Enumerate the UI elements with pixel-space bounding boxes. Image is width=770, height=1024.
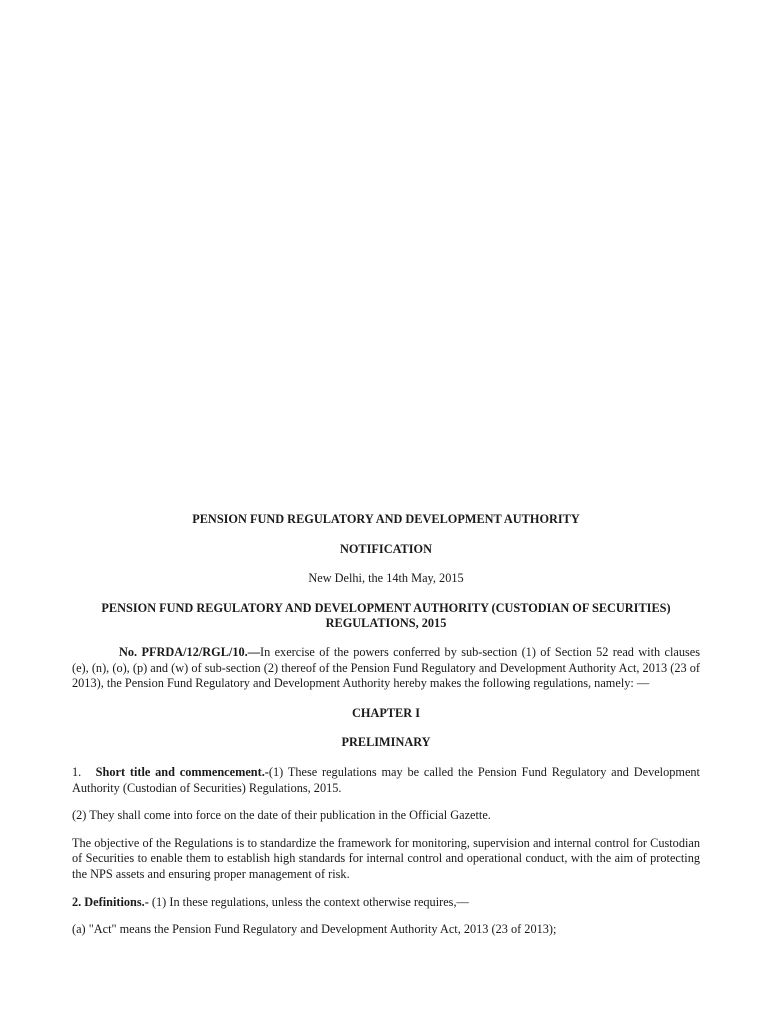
preamble-text: In exercise of the powers conferred by sub-section (1) of Section 52 read with clauses (e), (n), (o), (p) and (w) of sub-section (2) thereof of the Pension Fund Regulatory and Development Authority Act, 2013 (23 of 2013), the Pension Fund Regulatory and Development Authority hereby makes the following regulations, namely: — bbox=[72, 644, 701, 691]
section-2-paragraph bbox=[72, 895, 700, 911]
notification-number: No. PFRDA/12/RGL/10.— bbox=[119, 644, 260, 659]
authority-title: PENSION FUND REGULATORY AND DEVELOPMENT AUTHORITY bbox=[192, 512, 580, 526]
preamble-paragraph bbox=[72, 645, 700, 692]
section-1-paragraph bbox=[72, 765, 700, 796]
section-1-heading: Short title and commencement.- bbox=[95, 764, 269, 779]
section-1-subsection-2: (2) They shall come into force on the date of their publication in the Official Gazette. bbox=[72, 808, 491, 823]
section-2-text: (1) In these regulations, unless the context otherwise requires,— bbox=[148, 894, 469, 909]
regulation-title: PENSION FUND REGULATORY AND DEVELOPMENT AUTHORITY (CUSTODIAN OF SECURITIES) REGULATIONS, 2015 bbox=[101, 600, 671, 631]
place-date: New Delhi, the 14th May, 2015 bbox=[308, 571, 464, 586]
chapter-title: PRELIMINARY bbox=[341, 735, 431, 750]
section-1-text: (1) These regulations may be called the Pension Fund Regulatory and Development Authority (Custodian of Securities) Regulations, 2015. bbox=[72, 764, 700, 795]
notification-heading: NOTIFICATION bbox=[339, 541, 432, 556]
section-1-number: 1. bbox=[72, 764, 82, 779]
chapter-number: CHAPTER I bbox=[352, 705, 420, 720]
document-body bbox=[72, 512, 700, 938]
section-2-heading: 2. Definitions.- bbox=[72, 894, 149, 909]
definition-a: (a) "Act" means the Pension Fund Regulatory and Development Authority Act, 2013 (23 of 2013); bbox=[72, 922, 557, 937]
objective-paragraph: The objective of the Regulations is to standardize the framework for monitoring, supervision and internal control for Custodian of Securities to enable them to establish high standards for internal control and operational conduct, with the aim of protecting the NPS assets and ensuring proper management of risk. bbox=[72, 835, 700, 881]
